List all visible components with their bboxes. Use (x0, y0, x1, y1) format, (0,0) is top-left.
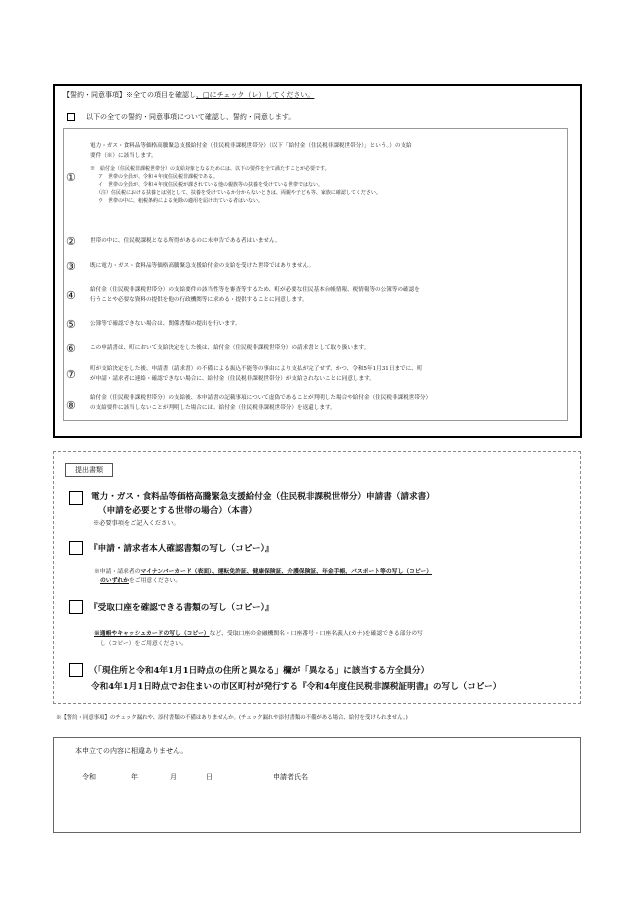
signature-era: 令和 (82, 773, 96, 781)
pledge-item-4-line-2: 行うことや必要な資料の提供を他の行政機関等に求める・提供することに同意します。 (90, 297, 308, 303)
pledge-item-7-line-1: 町が支給決定をした後、申請書（請求書）の不備による振込不能等の事由により支払が完了せず、かつ、令和5年1月31日までに、町 (90, 366, 423, 372)
pledge-item-3-number: ③ (66, 260, 76, 273)
doc-id-note-mynumber: マイナンバーカード（表面） (140, 569, 212, 575)
pledge-header-instruction-underlined: 、□にチェック（レ）してください。 (196, 91, 315, 99)
pledge-header-instruction: ※全ての項目を確認し (126, 91, 196, 99)
signature-month-label: 月 (170, 773, 177, 781)
doc-id-note-line-1 (94, 569, 432, 577)
pledge-item-3-text: 既に電力・ガス・食料品等価格高騰緊急支援給付金の支給を受けた世帯ではありません。 (90, 263, 315, 269)
pledge-item-7-line-2: が申請・請求者に連絡・確認できない場合に、給付金（住民税非課税世帯分）が支給されないことに同意します。 (90, 376, 375, 382)
doc-id-note-prepare: をご用意ください。 (129, 578, 182, 584)
pledge-item-2-text: 世帯の中に、住民税課税となる所得があるのに未申告である者はいません。 (90, 238, 281, 244)
doc-application-note: ※必要事項をご記入ください。 (93, 520, 180, 527)
doc-id-title: 『申請・請求者本人確認書類の写し（コピー）』 (89, 544, 274, 554)
doc-account-checkbox[interactable] (69, 600, 83, 614)
pledge-item-4-number: ④ (66, 289, 76, 302)
doc-id-note-line-2 (100, 578, 181, 586)
doc-application-checkbox[interactable] (69, 491, 83, 505)
pledge-item-1-note-3: イ 世帯の全員が、令和４年度住民税が課されている他の親族等の扶養を受けている世帯ではない。 (98, 182, 324, 188)
pledge-header-title: 【誓約・同意事項】 (63, 91, 126, 99)
pledge-item-1-line-2: 要件（※）に該当します。 (90, 153, 157, 159)
doc-account-note-passbook: ※通帳やキャッシュカードの写し（コピー） (94, 631, 210, 637)
pledge-item-2-number: ② (66, 235, 76, 248)
doc-id-checkbox[interactable] (69, 541, 83, 555)
pledge-item-8-number: ⑧ (66, 399, 76, 412)
doc-id-note-prefix: ※申請・請求者の (94, 569, 141, 575)
signature-day-label: 日 (206, 773, 213, 781)
pledge-item-7-number: ⑦ (66, 368, 76, 381)
pledge-item-8-line-1: 給付金（住民税非課税世帯分）の支給後、本申請書の記載事項について虚偽であることが判明した場合や給付金（住民税非課税世帯分） (90, 395, 432, 401)
doc-tax-certificate-line-1: （「現住所と令和4年1月1日時点の住所と異なる」欄が「異なる」に該当する方全員分） (89, 666, 430, 676)
doc-application-title: 電力・ガス・食料品等価格高騰緊急支援給付金（住民税非課税世帯分）申請書（請求書） (91, 492, 435, 502)
agree-all-checkbox[interactable] (67, 113, 75, 121)
pledge-item-6-text: この申請書は、町において支給決定をした後は、給付金（住民税非課税世帯分）の請求書として取り扱います。 (90, 345, 370, 351)
doc-account-title: 『受取口座を確認できる書類の写し（コピー）』 (89, 603, 274, 613)
agree-all-label: 以下の全ての誓約・同意事項について確認し、誓約・同意します。 (86, 113, 296, 121)
pledge-item-1-note-1: ※ 給付金（住民税非課税世帯分）の支給対象となるためには、以下の要件を全て満たすことが必要です。 (90, 166, 330, 172)
pledge-item-1-note-4: （注）住民税における扶養とは別として、扶養を受けているか分からないときは、両親や子ども等、家族に確認してください。 (96, 190, 381, 196)
doc-tax-certificate-checkbox[interactable] (69, 663, 83, 677)
pledge-item-1-line-1: 電力・ガス・食料品等価格高騰緊急支援給付金（住民税非課税世帯分）（以下「給付金（住民税非課税世帯分）」という。）の支給 (90, 143, 412, 149)
pledge-item-6-number: ⑥ (66, 342, 76, 355)
signature-year-label: 年 (131, 773, 138, 781)
footnote: ※【誓約・同意事項】のチェック漏れや、添付書類の不備はありませんか。(チェック漏れや添付書類の不備がある場合、給付を受けられません。) (56, 715, 408, 721)
signature-statement: 本申立ての内容に相違ありません。 (75, 747, 188, 755)
doc-account-note-line-1 (94, 631, 423, 639)
pledge-header (63, 90, 314, 100)
doc-account-note-line-2: し（コピー）をご用意ください。 (100, 641, 187, 647)
submission-tag: 提出書類 (65, 463, 113, 477)
pledge-item-1-number: ① (66, 171, 76, 184)
pledge-item-5-number: ⑤ (66, 318, 76, 331)
pledge-item-5-text: 公簿等で確認できない場合は、関係書類の提出を行います。 (90, 321, 241, 327)
pledge-item-1-note-2: ア 世帯の全員が、令和４年度住民税非課税である。 (98, 174, 219, 180)
pledge-item-1-note-5: ウ 世帯の中に、租税条約による免除の適用を届け出ている者はいない。 (98, 198, 264, 204)
doc-id-note-rest: 、運転免許証、健康保険証、介護保険証、年金手帳、パスポート等の写し（コピー） (211, 569, 432, 575)
doc-tax-certificate-line-2: 令和4年1月1日時点でお住まいの市区町村が発行する『令和4年度住民税非課税証明書』の写し（コピー） (91, 682, 502, 692)
doc-application-subtitle: （申請を必要とする世帯の場合）（本書） (98, 506, 257, 516)
doc-account-note-rest: など、受取口座の金融機関名・口座番号・口座名義人(カナ)を確認できる部分の写 (209, 631, 423, 637)
pledge-item-8-line-2: の支給要件に該当しないことが判明した場合には、給付金（住民税非課税世帯分）を返還します。 (90, 405, 336, 411)
doc-id-note-either: のいずれか (100, 578, 129, 584)
signature-applicant-label: 申請者氏名 (273, 773, 308, 781)
pledge-item-4-line-1: 給付金（住民税非課税世帯分）の支給要件の該当性等を審査等するため、町が必要な住民基本台帳情報、税情報等の公簿等の確認を (90, 287, 420, 293)
